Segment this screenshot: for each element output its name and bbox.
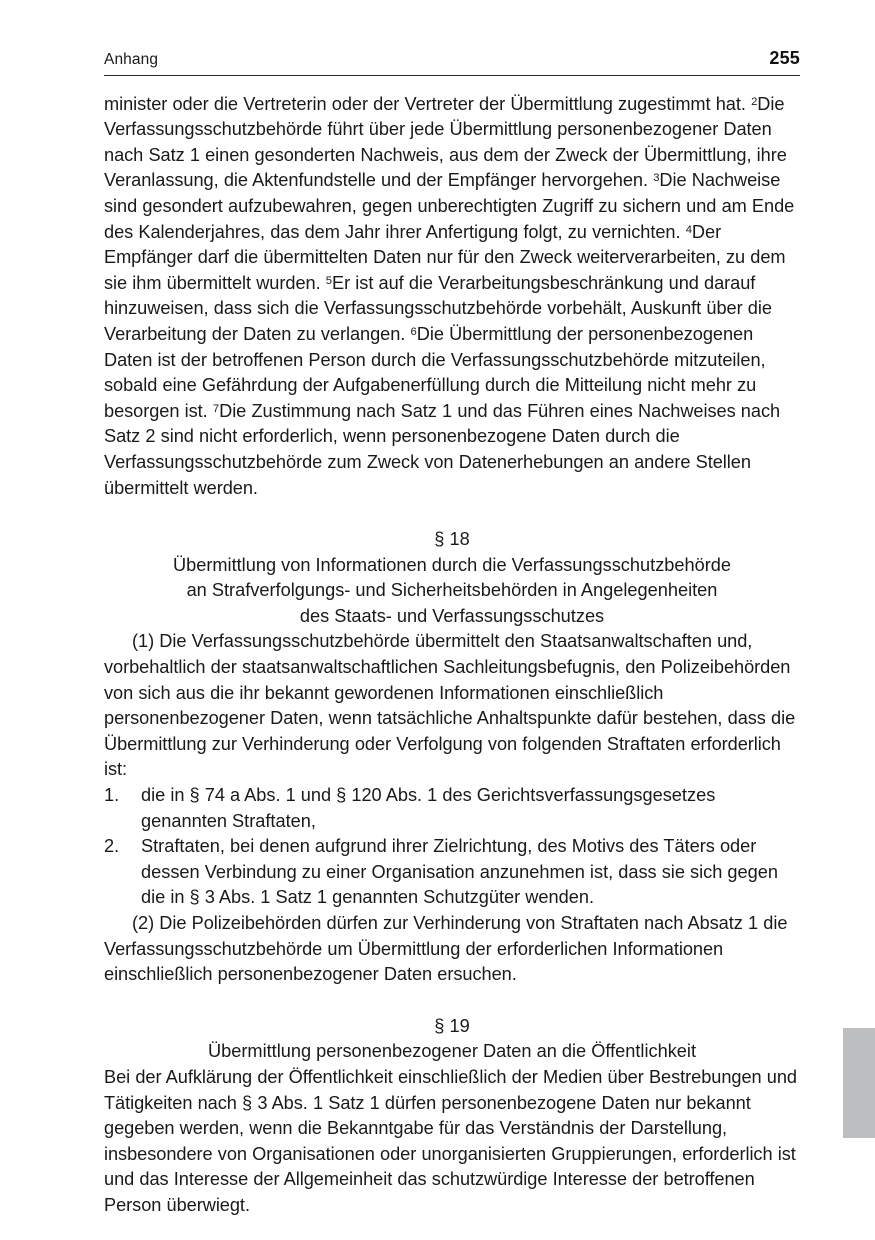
sentence-marker-7: 7 [212,402,220,415]
section-18-number: § 18 [434,529,470,550]
section-19-paragraph-1: Bei der Aufklärung der Öffentlichkeit einschließlich der Medien über Bestrebungen und Tätigkeiten nach § 3 Abs. 1 Satz 1 dürfen personenbezogene Daten nur bekannt gegeben werden, wenn die Bekanntgabe für das Verständnis der Darstellung, insbesondere von Organisationen oder unorganisierten Gruppierungen, erforderlich ist und das Interesse der Allgemeinheit das schutzwürdige Interesse der betroffenen Person überwiegt. [104,1066,797,1215]
list-item [104,783,800,834]
section-18-title-line-1: Übermittlung von Informationen durch die Verfassungsschutzbehörde [172,554,732,575]
list-item-marker: 2. [104,836,120,857]
list-item-marker: 1. [104,785,120,806]
running-head [104,48,800,76]
sentence-marker-3: 3 [653,172,660,185]
sentence-6: Die Übermittlung der personenbezogenen Daten ist der betroffenen Person durch die Verfassungsschutzbehörde mitzuteilen, sobald eine Gefährdung der Aufgabenerfüllung durch die Mitteilung nicht mehr zu besorgen ist. [104,323,766,421]
section-19-title-line-1: Übermittlung personenbezogener Daten an die Öffentlichkeit [208,1041,696,1062]
continued-paragraph [104,92,800,502]
page-content [104,48,800,1219]
section-18-paragraph-1: (1) Die Verfassungsschutzbehörde übermittelt den Staatsanwaltschaften und, vorbehaltlich der staatsanwaltschaftlichen Sachleitungsbefugnis, den Polizeibehörden von sich aus die ihr bekannt gewordenen Informationen einschließlich personenbezogener Daten, wenn tatsächliche Anhaltspunkte dafür bestehen, dass die Übermittlung zur Verhinderung oder Verfolgung von folgenden Straftaten erforderlich ist: [104,631,796,780]
section-19 [104,1014,800,1219]
sentence-2: Die Verfassungsschutzbehörde führt über jede Übermittlung personenbezogener Daten nach Satz 1 einen gesonderten Nachweis, aus dem der Zweck der Übermittlung, ihre Veranlassung, die Aktenfundstelle und der Empfänger hervorgehen. [104,93,787,191]
section-19-number: § 19 [434,1015,470,1036]
list-item [104,834,800,911]
sentence-4: Der Empfänger darf die übermittelten Daten nur für den Zweck weiterverarbeiten, zu dem sie ihm übermittelt wurden. [104,221,786,293]
continued-paragraph-block [104,92,800,502]
running-head-title: Anhang [104,51,159,68]
sentence-marker-2: 2 [751,95,758,108]
sentence-marker-6: 6 [410,325,417,338]
section-18 [104,527,800,988]
section-18-paragraph-2: (2) Die Polizeibehörden dürfen zur Verhinderung von Straftaten nach Absatz 1 die Verfassungsschutzbehörde um Übermittlung der erforderlichen Informationen einschließlich personenbezogener Daten ersuchen. [104,913,788,985]
sentence-3: Die Nachweise sind gesondert aufzubewahren, gegen unberechtigten Zugriff zu sichern und am Ende des Kalenderjahres, das dem Jahr ihrer Anfertigung folgt, zu vernichten. [104,170,795,242]
sentence-marker-4: 4 [685,223,692,236]
page-number: 255 [769,48,800,68]
sentence-marker-5: 5 [325,274,332,287]
thumb-index-tab [843,1028,875,1138]
section-18-title-line-2: an Strafverfolgungs- und Sicherheitsbehörden in Angelegenheiten [186,580,718,601]
sentence-5: Er ist auf die Verarbeitungsbeschränkung und darauf hinzuweisen, dass sich die Verfassungsschutzbehörde vorbehält, Auskunft über die Verarbeitung der Daten zu verlangen. [104,272,772,344]
section-18-title-line-3: des Staats- und Verfassungsschutzes [299,605,605,626]
sentence-1: minister oder die Vertreterin oder der Vertreter der Übermittlung zugestimmt hat. [104,93,752,114]
section-18-list [104,783,800,911]
list-item-text: Straftaten, bei denen aufgrund ihrer Zielrichtung, des Motivs des Täters oder dessen Verbindung zu einer Organisation anzunehmen ist, dass sie sich gegen die in § 3 Abs. 1 Satz 1 genannten Schutzgüter wenden. [141,836,778,908]
list-item-text: die in § 74 a Abs. 1 und § 120 Abs. 1 des Gerichtsverfassungsgesetzes genannten Straftaten, [141,785,716,831]
sentence-7: Die Zustimmung nach Satz 1 und das Führen eines Nachweises nach Satz 2 sind nicht erforderlich, wenn personenbezogene Daten durch die Verfassungsschutzbehörde zum Zweck von Datenerhebungen an andere Stellen übermittelt werden. [104,400,781,498]
